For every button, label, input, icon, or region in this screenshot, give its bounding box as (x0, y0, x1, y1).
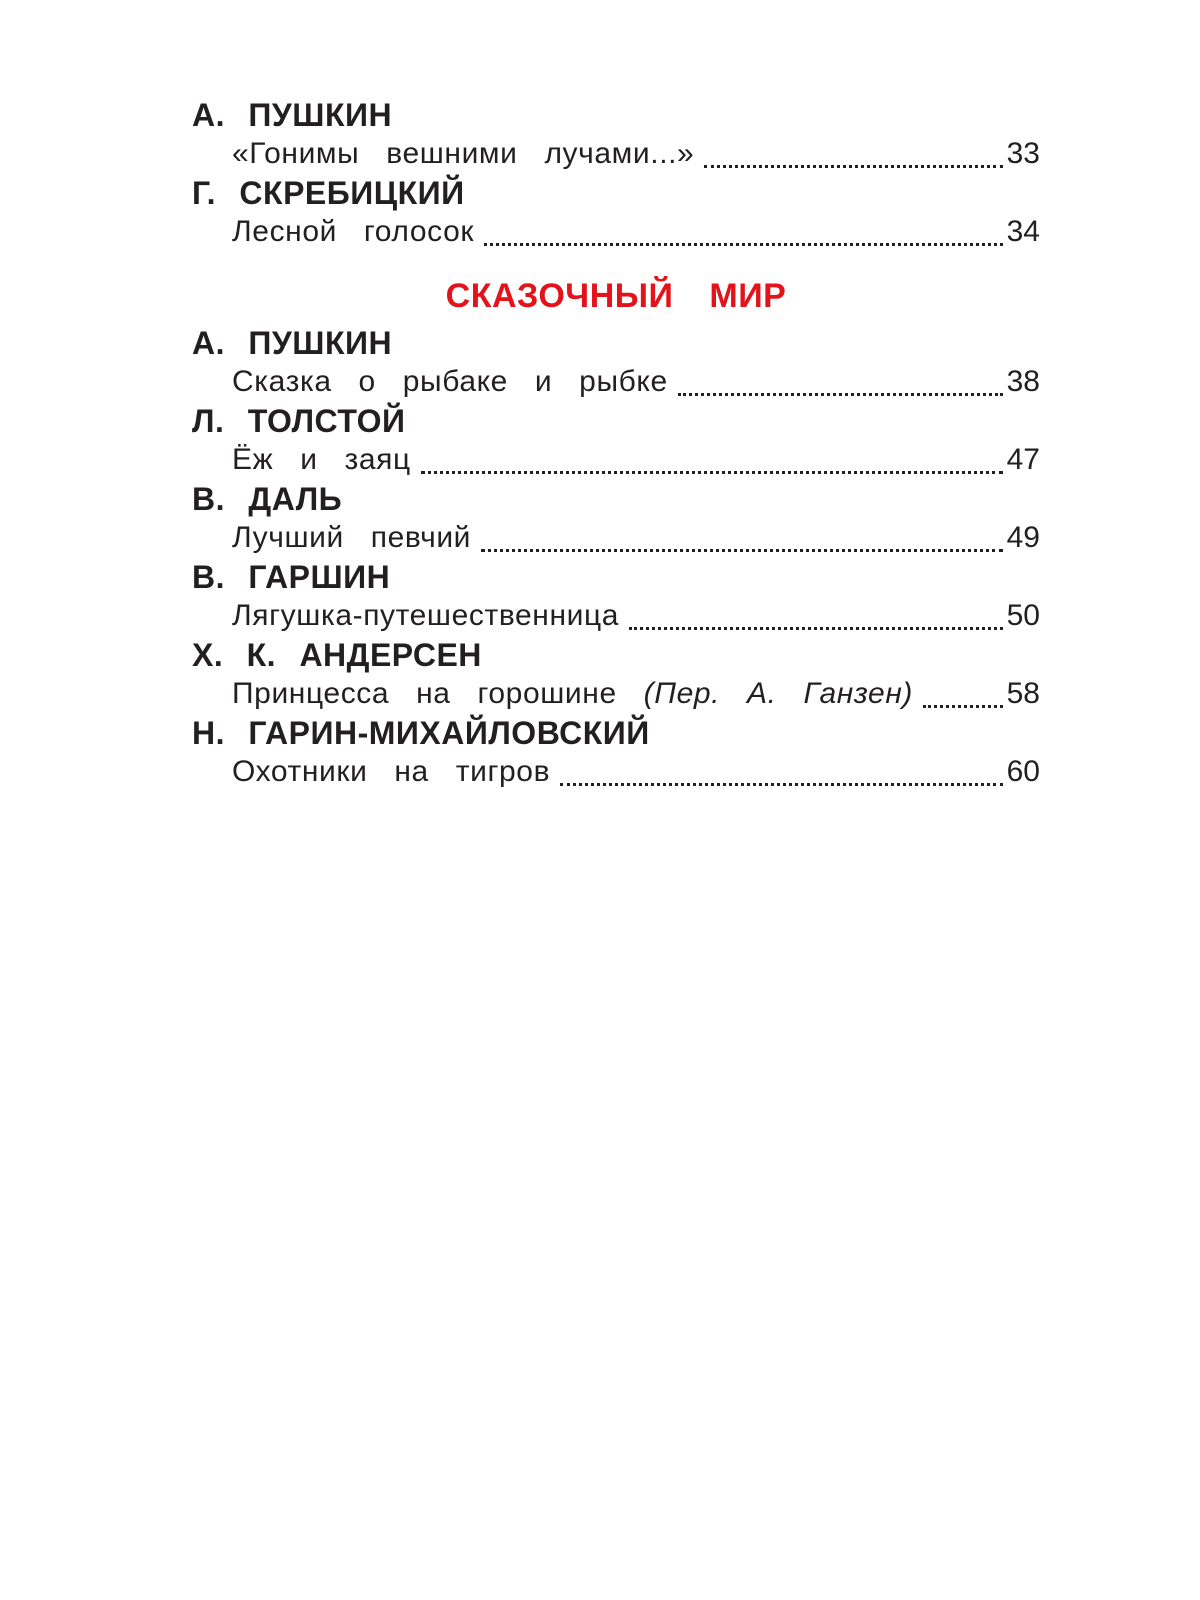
entry-title: Сказка о рыбаке и рыбке (232, 365, 668, 398)
section-heading: СКАЗОЧНЫЙ МИР (445, 277, 787, 315)
author-name: Х. К. АНДЕРСЕН (192, 637, 482, 673)
toc-entry[interactable] (192, 596, 1040, 636)
dot-leader (484, 213, 1003, 246)
toc-group (192, 96, 1040, 174)
author-name: Г. СКРЕБИЦКИЙ (192, 175, 465, 211)
author-name: Н. ГАРИН-МИХАЙЛОВСКИЙ (192, 715, 650, 751)
toc-group (192, 480, 1040, 558)
toc-entry[interactable] (192, 518, 1040, 558)
toc-group (192, 402, 1040, 480)
entry-title: Лягушка-путешественница (232, 599, 620, 632)
toc-entry[interactable] (192, 752, 1040, 792)
dot-leader (629, 597, 1003, 630)
page-number: 50 (1006, 599, 1040, 632)
toc-group (192, 636, 1040, 714)
toc-entry[interactable] (192, 362, 1040, 402)
toc-entry[interactable] (192, 674, 1040, 714)
author-name: А. ПУШКИН (192, 97, 393, 133)
page-number: 58 (1006, 677, 1040, 710)
author-name: Л. ТОЛСТОЙ (192, 403, 406, 439)
page-number: 60 (1006, 755, 1040, 788)
page-number: 49 (1006, 521, 1040, 554)
entry-title: Лучший певчий (232, 521, 472, 554)
author-name: А. ПУШКИН (192, 325, 393, 361)
table-of-contents (192, 96, 1040, 792)
dot-leader (421, 441, 1003, 474)
dot-leader (678, 363, 1003, 396)
entry-title: Принцесса на горошине (Пер. А. Ганзен) (232, 677, 914, 710)
toc-entry[interactable] (192, 440, 1040, 480)
entry-title: Охотники на тигров (232, 755, 551, 788)
page-number: 34 (1006, 215, 1040, 248)
dot-leader (560, 753, 1003, 786)
toc-group (192, 174, 1040, 252)
page-number: 33 (1006, 137, 1040, 170)
dot-leader (481, 519, 1003, 552)
entry-title: «Гонимы вешними лучами...» (232, 137, 695, 170)
entry-title: Лесной голосок (232, 215, 475, 248)
page-number: 47 (1006, 443, 1040, 476)
toc-group (192, 324, 1040, 402)
toc-entry[interactable] (192, 212, 1040, 252)
toc-group (192, 714, 1040, 792)
dot-leader (923, 675, 1003, 708)
toc-group (192, 558, 1040, 636)
author-name: В. ГАРШИН (192, 559, 391, 595)
dot-leader (704, 135, 1002, 168)
entry-title: Ёж и заяц (232, 443, 411, 476)
translator-note: (Пер. А. Ганзен) (643, 677, 914, 710)
page-number: 38 (1006, 365, 1040, 398)
author-name: В. ДАЛЬ (192, 481, 343, 517)
toc-entry[interactable] (192, 134, 1040, 174)
